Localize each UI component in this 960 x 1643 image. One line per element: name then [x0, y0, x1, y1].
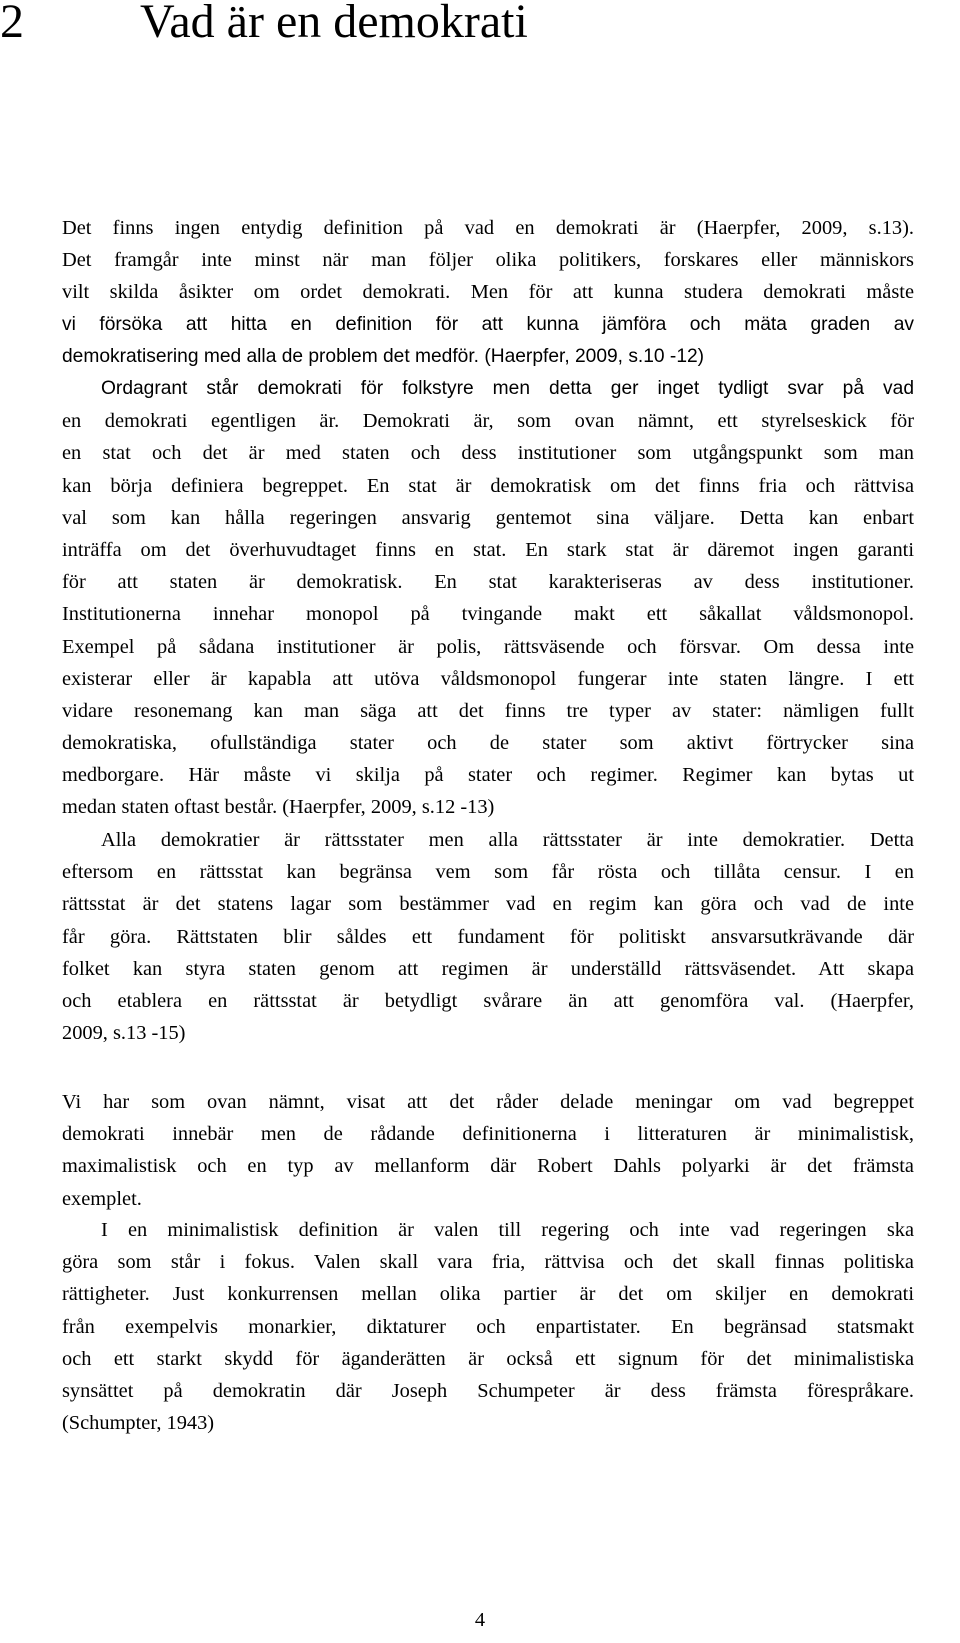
text-line: 2009, s.13 -15): [62, 1022, 186, 1045]
text-line: en stat och det är med staten och dess institutioner som utgångspunkt som man: [62, 442, 914, 465]
text-line: exemplet.: [62, 1187, 142, 1210]
text-line: Ordagrant står demokrati för folkstyre men detta ger inget tydligt svar på vad: [101, 378, 914, 399]
text-line: existerar eller är kapabla att utöva våldsmonopol fungerar inte staten längre. I ett: [62, 667, 914, 690]
text-line: Det finns ingen entydig definition på vad en demokrati är (Haerpfer, 2009, s.13).: [62, 217, 914, 239]
paragraph: [62, 373, 914, 824]
paragraph: [62, 1086, 914, 1215]
text-line: rättsstat är det statens lagar som bestämmer vad en regim kan göra och vad de inte: [62, 893, 914, 916]
text-line: inträffa om det överhuvudtaget finns en stat. En stark stat är däremot ingen garanti: [62, 538, 914, 561]
text-line: medborgare. Här måste vi skilja på stater och regimer. Regimer kan bytas ut: [62, 764, 914, 787]
text-line: får göra. Rättstaten blir såldes ett fundament för politiskt ansvarsutkrävande där: [62, 925, 914, 948]
text-line: maximalistisk och en typ av mellanform där Robert Dahls polyarki är det främsta: [62, 1155, 914, 1178]
text-line: Vi har som ovan nämnt, visat att det råder delade meningar om vad begreppet: [62, 1091, 914, 1113]
text-line: göra som står i fokus. Valen skall vara fria, rättvisa och det skall finnas politiska: [62, 1251, 914, 1274]
text-line: Exempel på sådana institutioner är polis, rättsväsende och försvar. Om dessa inte: [62, 635, 914, 658]
chapter-title: Vad är en demokrati: [140, 0, 528, 48]
text-line: demokrati innebär men de rådande definitionerna i litteraturen är minimalistisk,: [62, 1123, 914, 1146]
text-line: och etablera en rättsstat är betydligt svårare än att genomföra val. (Haerpfer,: [62, 989, 914, 1012]
chapter-heading: [0, 0, 528, 46]
text-line: folket kan styra staten genom att regimen är underställd rättsväsendet. Att skapa: [62, 957, 914, 980]
text-line: vilt skilda åsikter om ordet demokrati. Men för att kunna studera demokrati måste: [62, 281, 914, 304]
text-line: (Schumpter, 1943): [62, 1412, 215, 1435]
paragraph: [62, 1214, 914, 1439]
text-line: för att staten är demokratisk. En stat karakteriseras av dess institutioner.: [62, 571, 914, 594]
text-line: Det framgår inte minst när man följer olika politikers, forskares eller människors: [62, 249, 914, 272]
page-number: 4: [474, 1609, 486, 1631]
text-line: eftersom en rättsstat kan begränsa vem som får rösta och tillåta censur. I en: [62, 861, 914, 884]
text-line: och ett starkt skydd för äganderätten är också ett signum för det minimalistiska: [62, 1347, 914, 1370]
text-line: vi försöka att hitta en definition för att kunna jämföra och mäta graden av: [62, 313, 914, 335]
text-line: vidare resonemang kan man säga att det finns tre typer av stater: nämligen fullt: [62, 699, 914, 722]
text-line: kan börja definiera begreppet. En stat är demokratisk om det finns fria och rättvisa: [62, 474, 914, 497]
text-line: Institutionerna innehar monopol på tvingande makt ett såkallat våldsmonopol.: [62, 603, 914, 626]
paragraph: [62, 824, 914, 1049]
text-line: demokratisering med alla de problem det medför. (Haerpfer, 2009, s.10 -12): [62, 345, 705, 367]
text-line: synsättet på demokratin där Joseph Schumpeter är dess främsta förespråkare.: [62, 1379, 914, 1402]
text-line: Alla demokratier är rättsstater men alla rättsstater är inte demokratier. Detta: [101, 829, 914, 851]
text-line: rättigheter. Just konkurrensen mellan olika partier är det om skiljer en demokrati: [62, 1283, 914, 1306]
text-line: från exempelvis monarkier, diktaturer och enpartistater. En begränsad statsmakt: [62, 1315, 914, 1338]
text-line: demokratiska, ofullständiga stater och de stater som aktivt förtrycker sina: [62, 732, 914, 755]
text-line: I en minimalistisk definition är valen till regering och inte vad regeringen ska: [101, 1219, 914, 1241]
paragraph: [62, 212, 914, 373]
text-line: val som kan hålla regeringen ansvarig gentemot sina väljare. Detta kan enbart: [62, 506, 914, 529]
text-line: en demokrati egentligen är. Demokrati är, som ovan nämnt, ett styrelseskick för: [62, 410, 914, 433]
text-line: medan staten oftast består. (Haerpfer, 2009, s.12 -13): [62, 796, 495, 819]
chapter-number: 2: [0, 0, 24, 48]
